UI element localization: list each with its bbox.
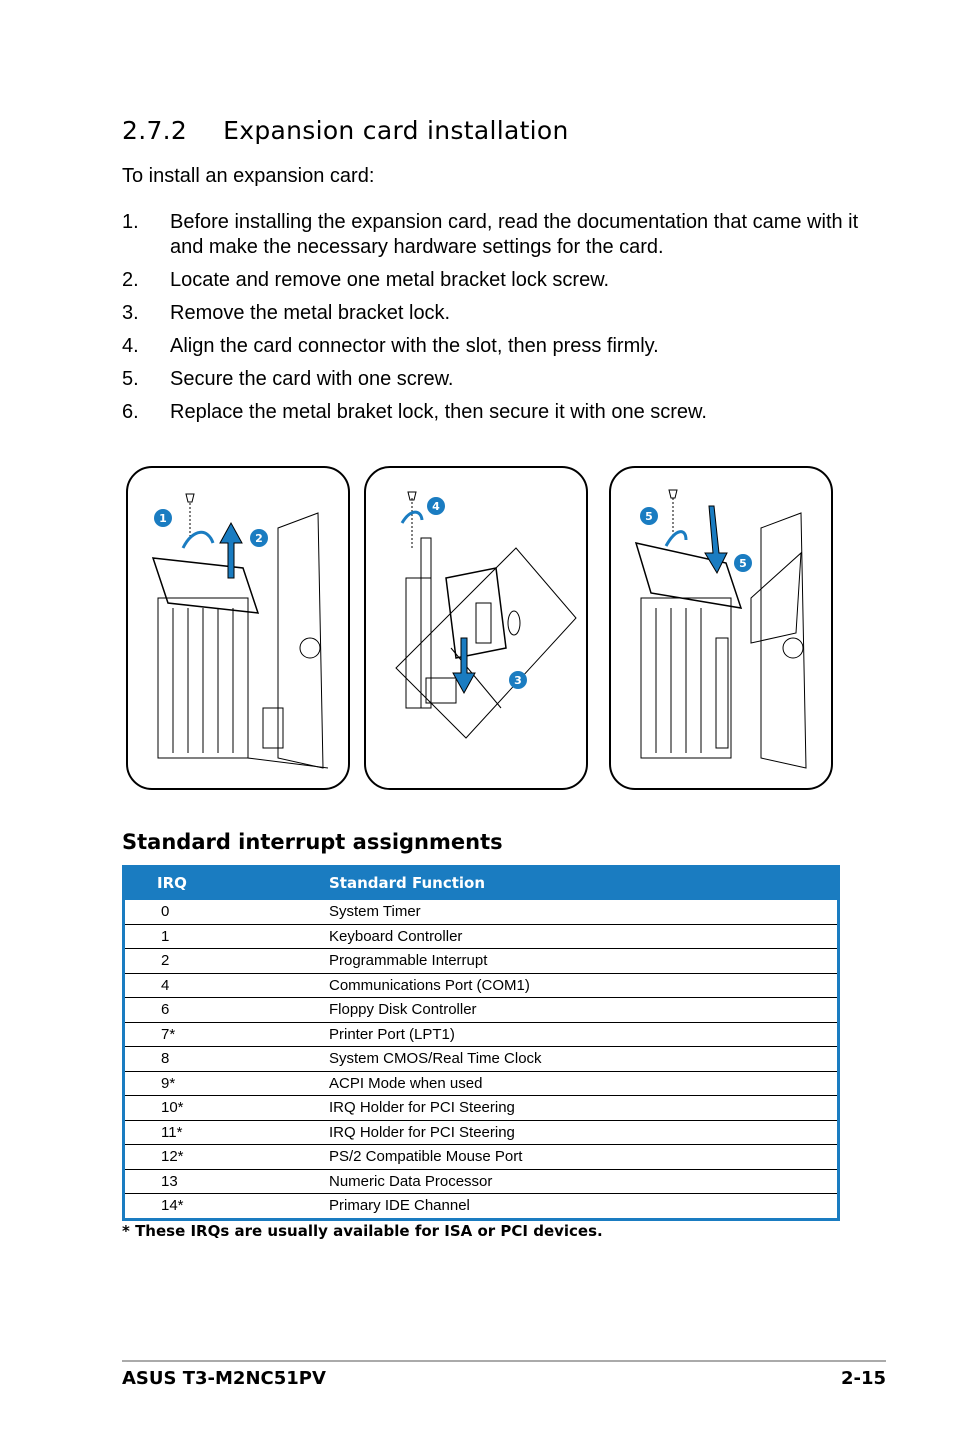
- cell-function: PS/2 Compatible Mouse Port: [329, 1148, 523, 1166]
- section-number: 2.7.2: [122, 116, 188, 145]
- step-item: [122, 400, 862, 425]
- figure-insert-card: [364, 466, 588, 790]
- cell-function: Communications Port (COM1): [329, 976, 530, 994]
- step-badge-label: 1: [159, 512, 167, 525]
- step-text: Locate and remove one metal bracket lock screw.: [170, 269, 610, 291]
- header-function: Standard Function: [329, 873, 486, 892]
- step-item: [122, 301, 862, 326]
- step-item: [122, 268, 862, 293]
- cell-function: Keyboard Controller: [329, 927, 463, 945]
- cell-function: Floppy Disk Controller: [329, 1001, 477, 1019]
- cell-irq: 0: [161, 903, 170, 921]
- table-row: [125, 1144, 837, 1169]
- irq-table: [122, 865, 840, 1221]
- step-badge-label: 4: [432, 500, 440, 513]
- section-heading: [122, 116, 569, 145]
- cell-irq: 8: [161, 1050, 170, 1068]
- step-number: 6.: [122, 401, 139, 423]
- step-number: 5.: [122, 368, 139, 390]
- step-badge-label: 2: [255, 532, 263, 545]
- cell-irq: 9*: [161, 1074, 176, 1092]
- table-row: [125, 1169, 837, 1194]
- cell-irq: 2: [161, 952, 170, 970]
- table-row: [125, 1046, 837, 1071]
- header-irq: IRQ: [157, 873, 187, 892]
- table-row: [125, 1071, 837, 1096]
- step-number: 1.: [122, 211, 139, 233]
- footer-page-number: 2-15: [840, 1368, 886, 1389]
- step-text: Before installing the expansion card, read the documentation that came with it and make the necessary hardware settings for the card.: [170, 211, 859, 258]
- cell-irq: 12*: [161, 1148, 184, 1166]
- chassis-illustration: [611, 468, 831, 788]
- cell-irq: 11*: [161, 1123, 183, 1141]
- footer-product-name: ASUS T3-M2NC51PV: [122, 1368, 326, 1389]
- cell-function: IRQ Holder for PCI Steering: [329, 1123, 515, 1141]
- cell-function: Programmable Interrupt: [329, 952, 488, 970]
- table-row: [125, 900, 837, 924]
- cell-function: ACPI Mode when used: [329, 1074, 483, 1092]
- cell-irq: 6: [161, 1001, 170, 1019]
- chassis-illustration: [128, 468, 348, 788]
- table-footnote: * These IRQs are usually available for ISA or PCI devices.: [122, 1222, 603, 1240]
- cell-function: Numeric Data Processor: [329, 1172, 493, 1190]
- step-list: [122, 210, 862, 433]
- table-row: [125, 948, 837, 973]
- step-badge-label: 5: [739, 557, 747, 570]
- cell-irq: 10*: [161, 1099, 184, 1117]
- cell-function: Printer Port (LPT1): [329, 1025, 455, 1043]
- table-title: Standard interrupt assignments: [122, 830, 503, 854]
- table-row: [125, 973, 837, 998]
- table-row: [125, 1193, 837, 1218]
- step-number: 3.: [122, 302, 139, 324]
- step-number: 2.: [122, 269, 139, 291]
- cell-function: Primary IDE Channel: [329, 1197, 470, 1215]
- step-badge-label: 3: [514, 674, 522, 687]
- cell-irq: 1: [161, 927, 170, 945]
- motherboard-illustration: [366, 468, 586, 788]
- step-item: [122, 210, 862, 260]
- step-item: [122, 334, 862, 359]
- figure-remove-bracket-lock: [126, 466, 350, 790]
- table-row: [125, 924, 837, 949]
- table-row: [125, 1022, 837, 1047]
- cell-function: IRQ Holder for PCI Steering: [329, 1099, 515, 1117]
- step-text: Remove the metal bracket lock.: [170, 302, 451, 324]
- step-number: 4.: [122, 335, 139, 357]
- footer-divider: [122, 1360, 886, 1362]
- cell-irq: 4: [161, 976, 170, 994]
- cell-irq: 13: [161, 1172, 178, 1190]
- step-item: [122, 367, 862, 392]
- table-header: [125, 865, 837, 900]
- step-text: Align the card connector with the slot, then press firmly.: [170, 335, 659, 357]
- cell-irq: 7*: [161, 1025, 176, 1043]
- step-text: Replace the metal braket lock, then secure it with one screw.: [170, 401, 707, 423]
- table-row: [125, 1120, 837, 1145]
- table-row: [125, 997, 837, 1022]
- cell-irq: 14*: [161, 1197, 184, 1215]
- step-text: Secure the card with one screw.: [170, 368, 454, 390]
- cell-function: System Timer: [329, 903, 421, 921]
- intro-text: To install an expansion card:: [122, 165, 375, 187]
- table-row: [125, 1095, 837, 1120]
- figure-secure-card: [609, 466, 833, 790]
- cell-function: System CMOS/Real Time Clock: [329, 1050, 542, 1068]
- section-title: Expansion card installation: [223, 116, 569, 145]
- step-badge-label: 5: [645, 510, 653, 523]
